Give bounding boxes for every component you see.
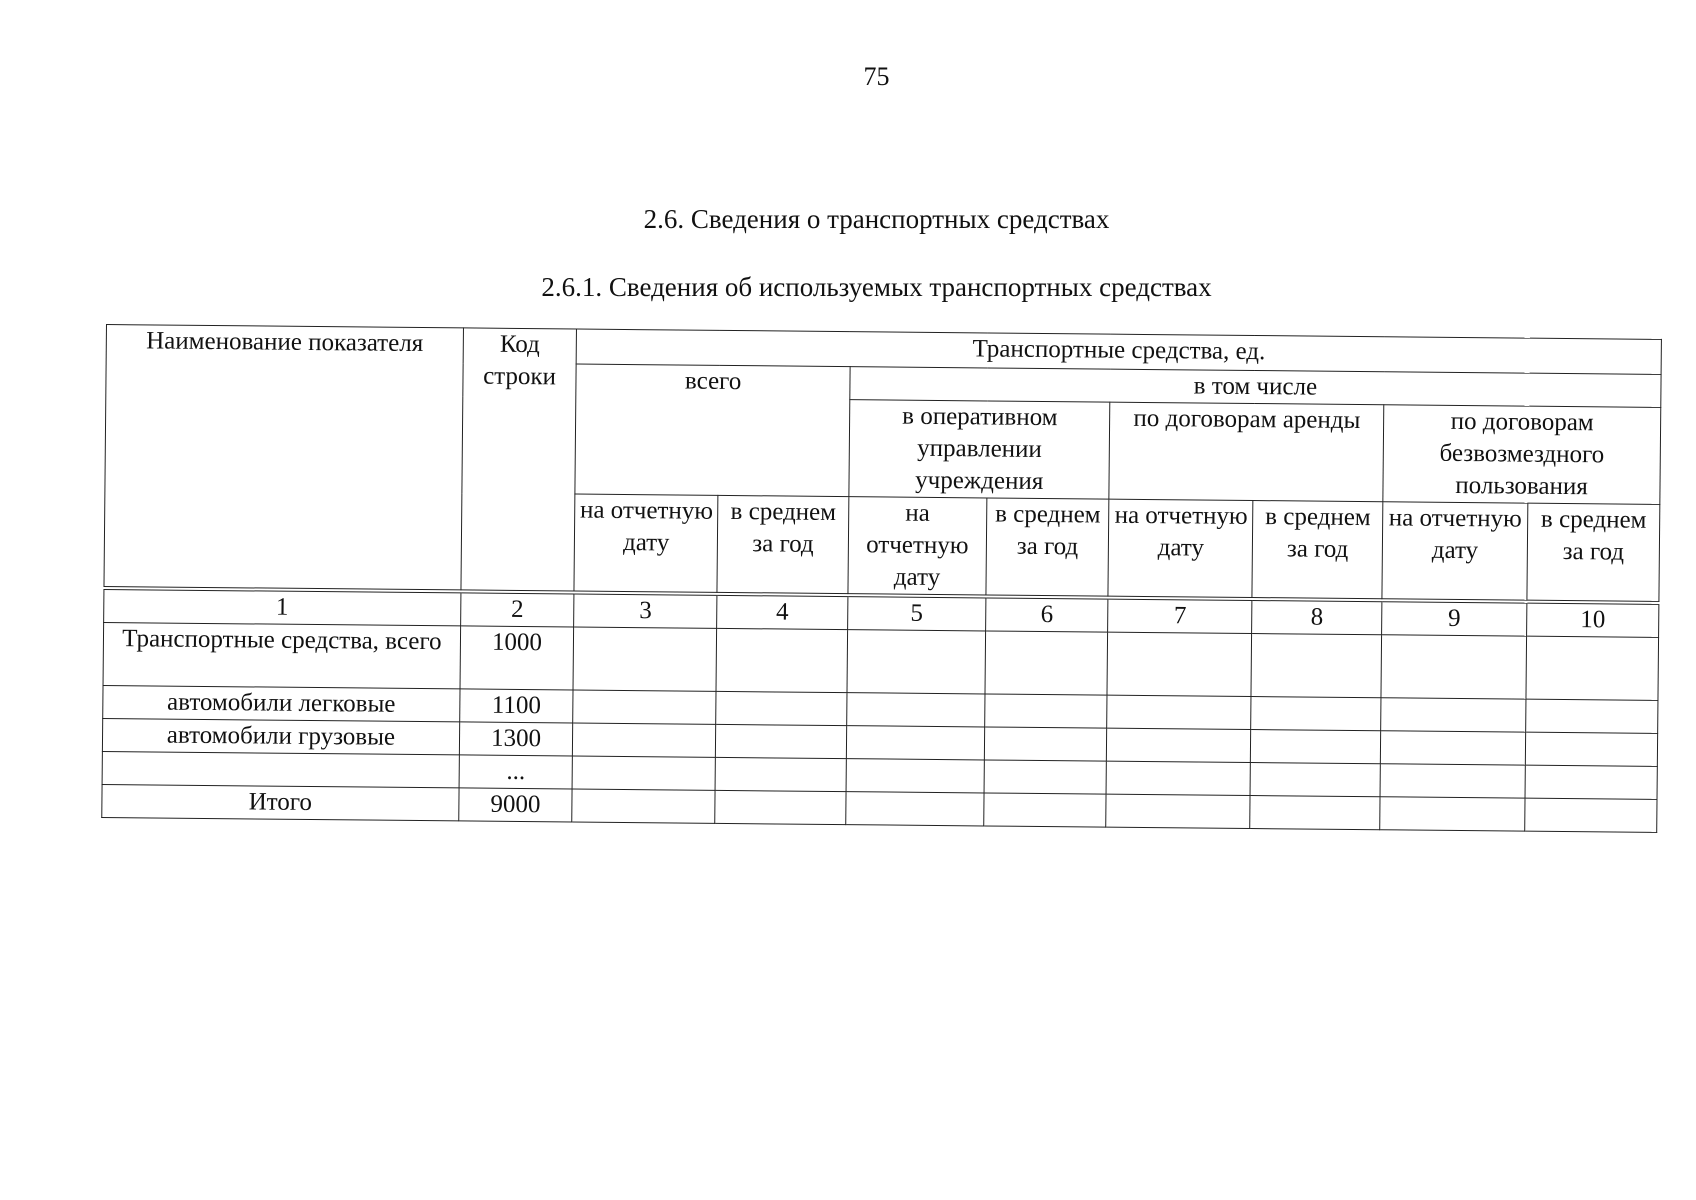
data-cell[interactable] bbox=[573, 627, 717, 691]
table-container bbox=[101, 324, 1662, 833]
header-operational-management: в оперативном управлении учреждения bbox=[849, 400, 1110, 499]
data-cell[interactable] bbox=[1250, 763, 1380, 797]
column-number: 1 bbox=[104, 589, 461, 625]
data-cell[interactable] bbox=[846, 792, 984, 826]
data-cell[interactable] bbox=[847, 693, 985, 727]
data-cell[interactable] bbox=[715, 790, 846, 824]
data-cell[interactable] bbox=[985, 694, 1108, 728]
data-cell[interactable] bbox=[1107, 632, 1252, 696]
data-cell[interactable] bbox=[1107, 728, 1251, 762]
data-cell[interactable] bbox=[1381, 698, 1526, 732]
header-col-8: в среднем за год bbox=[1252, 501, 1383, 599]
data-cell[interactable] bbox=[572, 789, 715, 823]
data-cell[interactable] bbox=[1107, 761, 1251, 795]
data-cell[interactable] bbox=[1251, 634, 1381, 698]
column-number: 9 bbox=[1382, 602, 1527, 636]
data-cell[interactable] bbox=[846, 726, 984, 760]
data-cell[interactable] bbox=[985, 631, 1108, 695]
row-code: ... bbox=[459, 755, 573, 789]
data-cell[interactable] bbox=[716, 724, 847, 758]
row-code: 1100 bbox=[459, 689, 573, 723]
header-indicator-name: Наименование показателя bbox=[104, 325, 463, 590]
data-cell[interactable] bbox=[846, 759, 984, 793]
header-total: всего bbox=[575, 364, 850, 497]
data-cell[interactable] bbox=[1525, 732, 1657, 766]
header-lease-agreements: по договорам аренды bbox=[1109, 402, 1384, 502]
data-cell[interactable] bbox=[573, 690, 716, 724]
data-cell[interactable] bbox=[984, 793, 1107, 827]
column-number: 2 bbox=[460, 593, 574, 627]
row-name: Итого bbox=[102, 784, 459, 820]
data-cell[interactable] bbox=[1251, 697, 1381, 731]
column-number: 7 bbox=[1108, 599, 1252, 633]
header-col-6: в среднем за год bbox=[986, 498, 1110, 596]
data-cell[interactable] bbox=[1107, 695, 1251, 729]
row-code: 1300 bbox=[459, 722, 573, 756]
data-cell[interactable] bbox=[1525, 798, 1657, 832]
header-col-10: в среднем за год bbox=[1527, 503, 1660, 601]
row-name bbox=[102, 751, 459, 787]
row-name: Транспортные средства, всего bbox=[103, 622, 460, 688]
data-cell[interactable] bbox=[1380, 764, 1525, 798]
column-number: 3 bbox=[574, 594, 717, 628]
data-cell[interactable] bbox=[716, 628, 847, 692]
row-name: автомобили легковые bbox=[103, 685, 460, 721]
page-number: 75 bbox=[863, 62, 890, 91]
header-col-4: в среднем за год bbox=[717, 495, 849, 593]
header-col-3: на отчетную дату bbox=[574, 494, 718, 592]
data-cell[interactable] bbox=[1525, 765, 1657, 799]
column-number: 6 bbox=[985, 598, 1108, 632]
column-number: 8 bbox=[1252, 601, 1382, 635]
data-cell[interactable] bbox=[716, 691, 847, 725]
data-cell[interactable] bbox=[1381, 635, 1527, 699]
row-code: 1000 bbox=[460, 626, 574, 690]
data-cell[interactable] bbox=[715, 757, 846, 791]
row-name: автомобили грузовые bbox=[102, 718, 459, 754]
column-number: 10 bbox=[1527, 603, 1659, 637]
data-cell[interactable] bbox=[1526, 699, 1658, 733]
data-cell[interactable] bbox=[1380, 731, 1525, 765]
header-col-7: на отчетную дату bbox=[1108, 499, 1253, 597]
data-cell[interactable] bbox=[572, 756, 715, 790]
subsection-title: 2.6.1. Сведения об используемых транспортных средствах bbox=[541, 272, 1212, 302]
data-cell[interactable] bbox=[984, 760, 1107, 794]
data-cell[interactable] bbox=[573, 723, 716, 757]
data-cell[interactable] bbox=[847, 630, 985, 694]
header-col-5: на отчетную дату bbox=[848, 497, 987, 595]
header-transport-units: Транспортные средства, ед. bbox=[576, 329, 1661, 374]
header-including: в том числе bbox=[850, 367, 1661, 408]
data-cell[interactable] bbox=[1526, 636, 1659, 700]
column-number: 5 bbox=[848, 597, 986, 631]
column-number: 4 bbox=[717, 595, 848, 629]
data-cell[interactable] bbox=[984, 727, 1107, 761]
header-row-code: Код строки bbox=[461, 328, 577, 591]
header-col-9: на отчетную дату bbox=[1382, 502, 1528, 600]
data-cell[interactable] bbox=[1106, 794, 1250, 828]
section-title: 2.6. Сведения о транспортных средствах bbox=[643, 204, 1110, 234]
transport-table bbox=[101, 324, 1662, 833]
data-cell[interactable] bbox=[1250, 796, 1380, 830]
data-cell[interactable] bbox=[1251, 730, 1381, 764]
header-free-use-agreements: по договорам безвозмездного пользования bbox=[1383, 405, 1661, 505]
data-cell[interactable] bbox=[1380, 797, 1525, 831]
row-code: 9000 bbox=[459, 788, 573, 822]
